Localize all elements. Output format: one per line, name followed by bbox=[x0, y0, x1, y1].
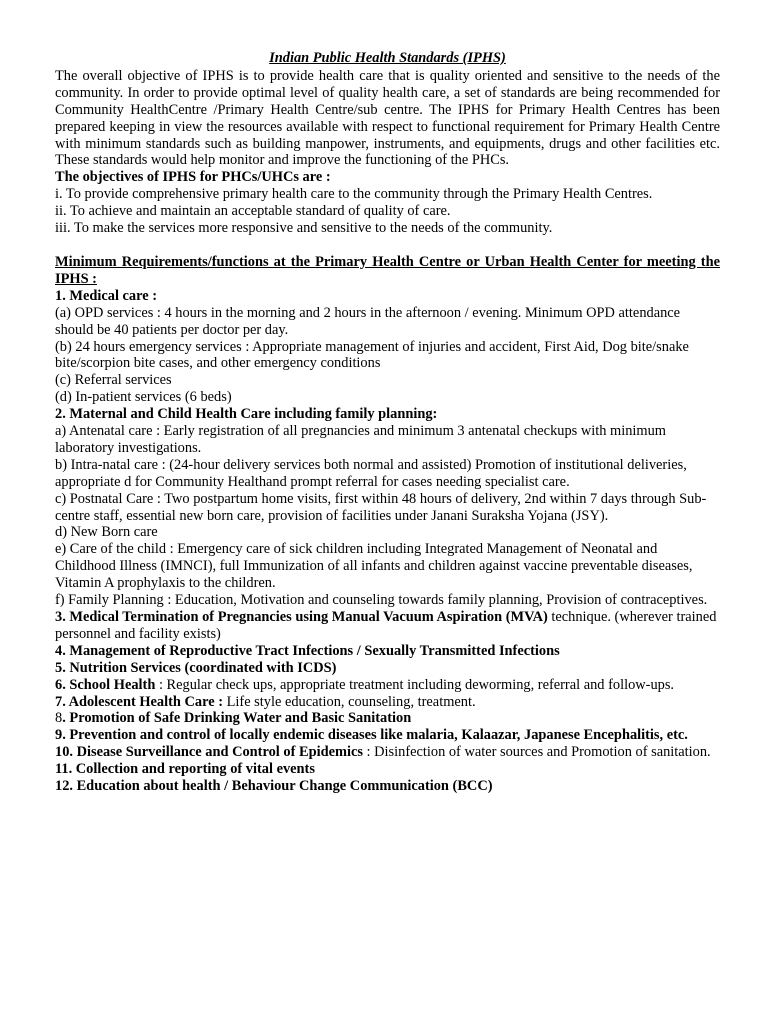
item-9: 9. Prevention and control of locally endemic diseases like malaria, Kalaazar, Japanese Encephalitis, etc. bbox=[55, 727, 688, 744]
medical-care-item: (a) OPD services : 4 hours in the morning and 2 hours in the afternoon / evening. Minimum OPD attendance should be 40 patients per doctor per day. bbox=[55, 304, 681, 338]
medical-care-item: (c) Referral services bbox=[55, 372, 172, 389]
item-3-title: 3. Medical Termination of Pregnancies using Manual Vacuum Aspiration (MVA) bbox=[55, 609, 548, 625]
intro-paragraph: The overall objective of IPHS is to provide health care that is quality oriented and sensitive to the needs of the community. In order to provide optimal level of quality health care, a set of standards are being recommended for Community HealthCentre /Primary Health Centre/sub centre. The IPHS for Primary Health Centres has been prepared keeping in view the resources available with respect to functional requirement for Primary Health Centre with minimum standards such as building manpower, instruments, and equipments, drugs and other facilities etc. These standards would help monitor and improve the functioning of the PHCs. bbox=[55, 67, 720, 169]
document-title: Indian Public Health Standards (IPHS) bbox=[269, 50, 506, 66]
objective-item: ii. To achieve and maintain an acceptable standard of quality of care. bbox=[55, 203, 451, 220]
item-10-title: 10. Disease Surveillance and Control of Epidemics bbox=[55, 744, 363, 761]
item-12: 12. Education about health / Behaviour Change Communication (BCC) bbox=[55, 778, 493, 795]
item-5: 5. Nutrition Services (coordinated with ICDS) bbox=[55, 659, 337, 676]
item-6-title: 6. School Health bbox=[55, 676, 156, 693]
item-6-text: : Regular check ups, appropriate treatment including deworming, referral and follow-ups. bbox=[155, 676, 675, 693]
medical-care-heading: 1. Medical care : bbox=[55, 287, 158, 304]
item-8 bbox=[55, 710, 720, 727]
item-8-title: . Promotion of Safe Drinking Water and Basic Sanitation bbox=[62, 710, 412, 727]
medical-care-item: (b) 24 hours emergency services : Appropriate management of injuries and accident, First Aid, Dog bite/snake bite/scorpion bite cases, and other emergency conditions bbox=[55, 338, 689, 372]
mch-item: d) New Born care bbox=[55, 524, 158, 541]
objectives-heading: The objectives of IPHS for PHCs/UHCs are : bbox=[55, 169, 331, 186]
item-7-text: Life style education, counseling, treatment. bbox=[223, 693, 476, 710]
mch-heading: 2. Maternal and Child Health Care including family planning: bbox=[55, 406, 438, 423]
mch-item: b) Intra-natal care : (24-hour delivery services both normal and assisted) Promotion of institutional deliveries, appropriate d for Community Healthand prompt referral for cases needing specialist care. bbox=[55, 456, 687, 490]
mch-item: e) Care of the child : Emergency care of sick children including Integrated Management of Neonatal and Childhood Illness (IMNCI), full Immunization of all infants and children against vaccine preventable diseases, Vitamin A prophylaxis to the children. bbox=[55, 541, 693, 592]
mch-item: f) Family Planning : Education, Motivation and counseling towards family planning, Provision of contraceptives. bbox=[55, 592, 708, 609]
objective-item: iii. To make the services more responsive and sensitive to the needs of the community. bbox=[55, 220, 553, 237]
item-6 bbox=[55, 677, 720, 694]
item-11: 11. Collection and reporting of vital events bbox=[55, 761, 315, 778]
spacer bbox=[55, 237, 720, 254]
item-3-text: technique. (wherever trained personnel and facility exists) bbox=[55, 609, 717, 642]
item-4: 4. Management of Reproductive Tract Infections / Sexually Transmitted Infections bbox=[55, 642, 560, 659]
item-7 bbox=[55, 694, 720, 711]
item-10 bbox=[55, 744, 720, 761]
item-7-title: 7. Adolescent Health Care : bbox=[55, 693, 224, 710]
requirements-heading: Minimum Requirements/functions at the Primary Health Centre or Urban Health Center for meeting the IPHS : bbox=[55, 253, 720, 287]
mch-item: a) Antenatal care : Early registration of all pregnancies and minimum 3 antenatal checkups with minimum laboratory investigations. bbox=[55, 423, 667, 456]
item-8-number: 8 bbox=[55, 710, 63, 727]
item-10-text: : Disinfection of water sources and Promotion of sanitation. bbox=[362, 744, 711, 761]
objective-item: i. To provide comprehensive primary health care to the community through the Primary Health Centres. bbox=[55, 186, 653, 203]
medical-care-item: (d) In-patient services (6 beds) bbox=[55, 389, 232, 406]
mch-item: c) Postnatal Care : Two postpartum home visits, first within 48 hours of delivery, 2nd within 7 days through Sub-centre staff, essential new born care, provision of facilities under Janani Suraksha Yojana (JSY). bbox=[55, 490, 707, 524]
item-3 bbox=[55, 609, 720, 643]
